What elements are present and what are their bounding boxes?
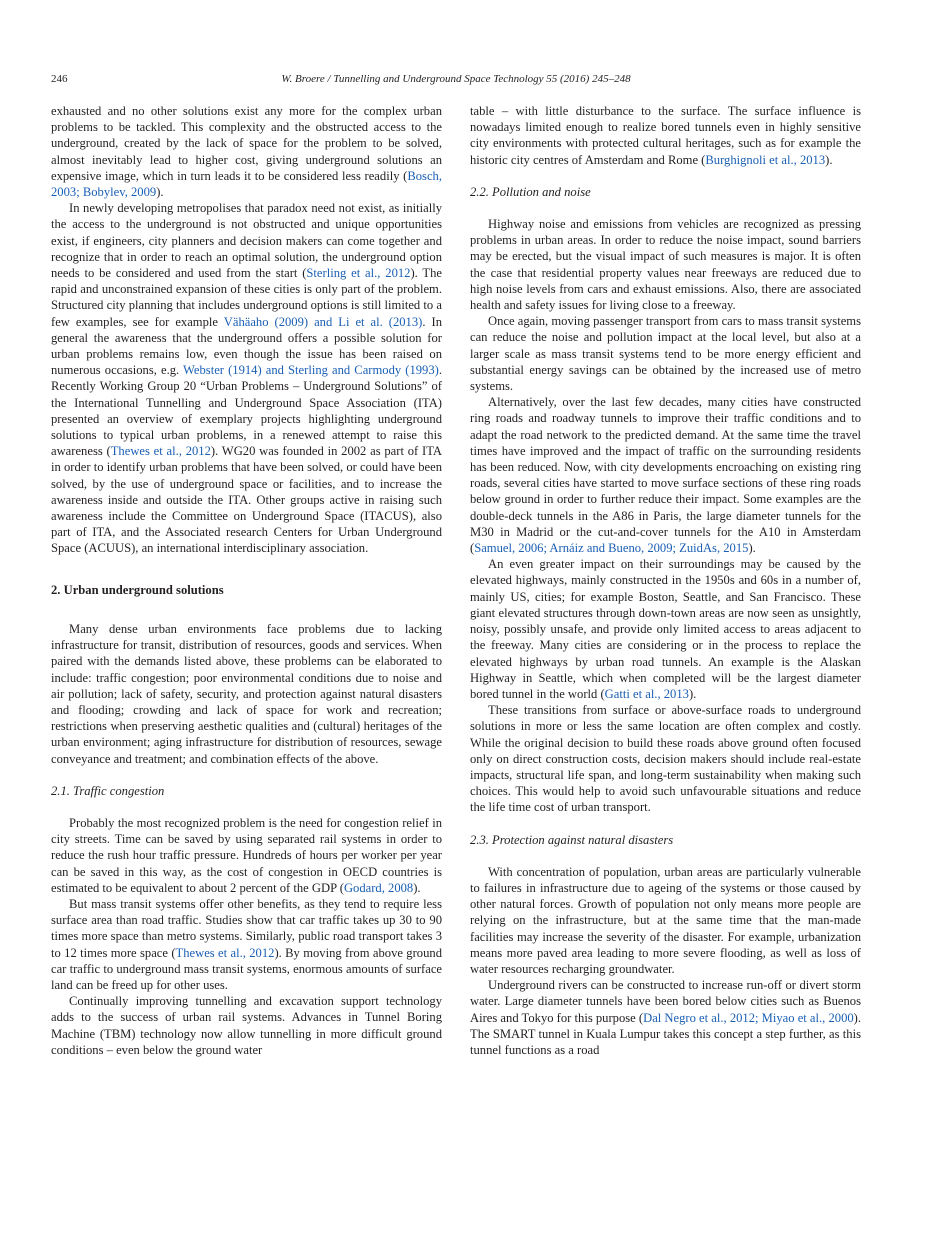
subsection-heading: 2.1. Traffic congestion bbox=[51, 783, 165, 798]
citation-link[interactable]: Sterling et al., 2012 bbox=[306, 266, 411, 281]
paragraph: These transitions from surface or above-surface roads to underground solutions in more or less the same location are often complex and costly. While the original decision to build these roads above ground often focused only on direct construction costs, decision makers should include real-estate impacts, structural life span, and long-term sustainability when making such choices. This would help to avoid such unfavourable situations and reduce the life time cost of urban transport. bbox=[470, 703, 861, 815]
citation-link[interactable]: Webster (1914) and Sterling and Carmody (1993) bbox=[183, 363, 439, 378]
citation-link[interactable]: Bosch, 2003; Bobylev, 2009 bbox=[51, 168, 442, 200]
paragraph: Alternatively, over the last few decades, many cities have constructed ring roads and roadway tunnels to improve their traffic conditions and to adapt the road network to the predicted demand. At the same time the travel times have improved and the impact of traffic on the surrounding residents has been reduced. Now, with city developments encroaching on existing ring roads, several cities have started to move surface sections of these ring roads below ground in order to further reduce their impact. Some examples are the double-deck tunnels in the A86 in Paris, the large diameter tunnels for the M30 in Madrid or the cut-and-cover tunnels for the A10 in Amsterdam (Samuel, 2006; Arnáiz and Bueno, 2009; ZuidAs, 2015). bbox=[470, 395, 861, 556]
right-column bbox=[470, 103, 861, 1058]
left-column bbox=[51, 103, 442, 1058]
subsection-heading: 2.3. Protection against natural disasters bbox=[470, 832, 674, 847]
page-header bbox=[51, 71, 861, 87]
paragraph: Probably the most recognized problem is the need for congestion relief in city streets. Time can be saved by using separated rail systems in order to reduce the rush hour traffic pressure. Hundreds of hours per worker per year can be saved in this way, as the cost of congestion in OECD countries is estimated to be equivalent to about 2 percent of the GDP (Godard, 2008). bbox=[51, 815, 442, 895]
paragraph: An even greater impact on their surroundings may be caused by the elevated highways, mainly constructed in the 1950s and 60s in a number of, mainly US, cities; for example Boston, Seattle, and San Francisco. These giant elevated structures through down-town areas are now seen as unsightly, noisy, possibly unsafe, and provide only limited access to areas adjacent to the freeway. Many cities are considering or in the process to replace the elevated highways by urban road tunnels. An example is the Alaskan Highway in Seattle, which when completed will be the largest diameter bored tunnel in the world (Gatti et al., 2013). bbox=[470, 557, 861, 701]
paragraph: But mass transit systems offer other benefits, as they tend to require less surface area than road traffic. Studies show that car traffic takes up 30 to 90 times more space than metro systems. Similarly, public road transport takes 3 to 12 times more space (Thewes et al., 2012). By moving from above ground car traffic to underground mass transit systems, enormous amounts of surface land can be freed up for other uses. bbox=[51, 896, 442, 992]
paragraph: In newly developing metropolises that paradox need not exist, as initially the access to the underground is not obstructed and unique opportunities exist, if engineers, city planners and decision makers can come together and recognize that in order to reach an optimal solution, the underground option needs to be considered and used from the start (Sterling et al., 2012). The rapid and unconstrained expansion of these cities is only part of the problem. Structured city planning that includes underground options is still limited to a few examples, see for example Vähäaho (2009) and Li et al. (2013). In general the awareness that the underground offers a possible solution for urban problems remains low, even though the issue has been raised on numerous occasions, e.g. Webster (1914) and Sterling and Carmody (1993). Recently Working Group 20 “Urban Problems – Underground Solutions” of the International Tunnelling and Underground Space Association (ITA) presented an overview of exemplary projects highlighting underground solutions to typical urban problems, in a renewed attempt to raise this awareness (Thewes et al., 2012). WG20 was founded in 2002 as part of ITA in order to identify urban problems that have been solved, or could have been solved, by the use of underground space or facilities, and to increase the awareness inside and outside the ITA. Other groups active in raising such awareness include the Committee on Underground Space (ITACUS), also part of ITA, and the Associated research Centers for Urban Underground Space (ACUUS), an international interdisciplinary association. bbox=[51, 201, 442, 556]
paragraph: Underground rivers can be constructed to increase run-off or divert storm water. Large diameter tunnels have been bored below cities such as Buenos Aires and Tokyo for this purpose (Dal Negro et al., 2012; Miyao et al., 2000). The SMART tunnel in Kuala Lumpur takes this concept a step further, as this tunnel functions as a road bbox=[470, 978, 862, 1057]
citation-link[interactable]: Gatti et al., 2013 bbox=[604, 686, 689, 701]
citation-link[interactable]: Dal Negro et al., 2012; Miyao et al., 2000 bbox=[643, 1010, 854, 1025]
paragraph: Highway noise and emissions from vehicles are recognized as pressing problems in urban areas. In order to reduce the noise impact, sound barriers may be erected, but the visual impact of such measures is major. It is often the case that residential property values near freeways are reduced due to high noise levels from cars and exhaust emissions. Also, there are associated health and safety issues for living close to a freeway. bbox=[470, 217, 861, 313]
paragraph: With concentration of population, urban areas are particularly vulnerable to failures in infrastructure due to ageing of the systems or those caused by other natural forces. Growth of population not only means more people are relying on the infrastructure, but at the same time that the man-made facilities may increase the severity of the disaster. For example, urbanization means more paved area leading to more severe flooding, as well as loss of water resources recharging groundwater. bbox=[470, 864, 861, 976]
citation-link[interactable]: Thewes et al., 2012 bbox=[175, 945, 275, 960]
citation-link[interactable]: Samuel, 2006; Arnáiz and Bueno, 2009; ZuidAs, 2015 bbox=[474, 541, 749, 556]
citation-link[interactable]: Vähäaho (2009) and Li et al. (2013) bbox=[223, 314, 423, 329]
paragraph: Many dense urban environments face problems due to lacking infrastructure for transit, distribution of resources, goods and services. When paired with the demands listed above, these problems can be elaborated to include: traffic congestion; poor environmental conditions due to noise and air pollution; lack of safety, security, and protection against natural disasters and flooding; crowding and lack of space for work and recreation; restrictions when preserving aesthetic qualities and (cultural) heritages of the urban environment; aging infrastructure for distribution of resources, sewage conveyance and treatment; and combination effects of the above. bbox=[51, 621, 442, 766]
paragraph: table – with little disturbance to the surface. The surface influence is nowadays limited enough to realize bored tunnels even in highly sensitive city environments with protected cultural heritages, such as for example the historic city centres of Amsterdam and Rome (Burghignoli et al., 2013). bbox=[470, 104, 861, 167]
paragraph: Continually improving tunnelling and excavation support technology adds to the success of urban rail systems. Advances in Tunnel Boring Machine (TBM) technology now allow tunnelling in more difficult ground conditions – even below the ground water bbox=[51, 994, 442, 1057]
section-heading: 2. Urban underground solutions bbox=[51, 582, 224, 597]
page-number: 246 bbox=[51, 73, 68, 85]
citation-link[interactable]: Godard, 2008 bbox=[343, 880, 414, 895]
subsection-heading: 2.2. Pollution and noise bbox=[470, 184, 591, 199]
citation-link[interactable]: Thewes et al., 2012 bbox=[110, 444, 211, 459]
running-title: W. Broere / Tunnelling and Underground Space Technology 55 (2016) 245–248 bbox=[281, 73, 631, 85]
paragraph: exhausted and no other solutions exist any more for the complex urban problems to be tackled. This complexity and the obstructed access to the underground, created by the lack of space for the problem to be solved, almost inevitably lead to higher cost, giving underground solutions an expensive image, which in turn leads it to be considered less readily (Bosch, 2003; Bobylev, 2009). bbox=[51, 104, 442, 200]
paragraph: Once again, moving passenger transport from cars to mass transit systems can reduce the noise and pollution impact at the local level, but also at a larger scale as mass transit systems tend to be more energy efficient and substantial energy savings can be obtained by the increased use of metro systems. bbox=[470, 314, 861, 394]
citation-link[interactable]: Burghignoli et al., 2013 bbox=[705, 152, 826, 167]
